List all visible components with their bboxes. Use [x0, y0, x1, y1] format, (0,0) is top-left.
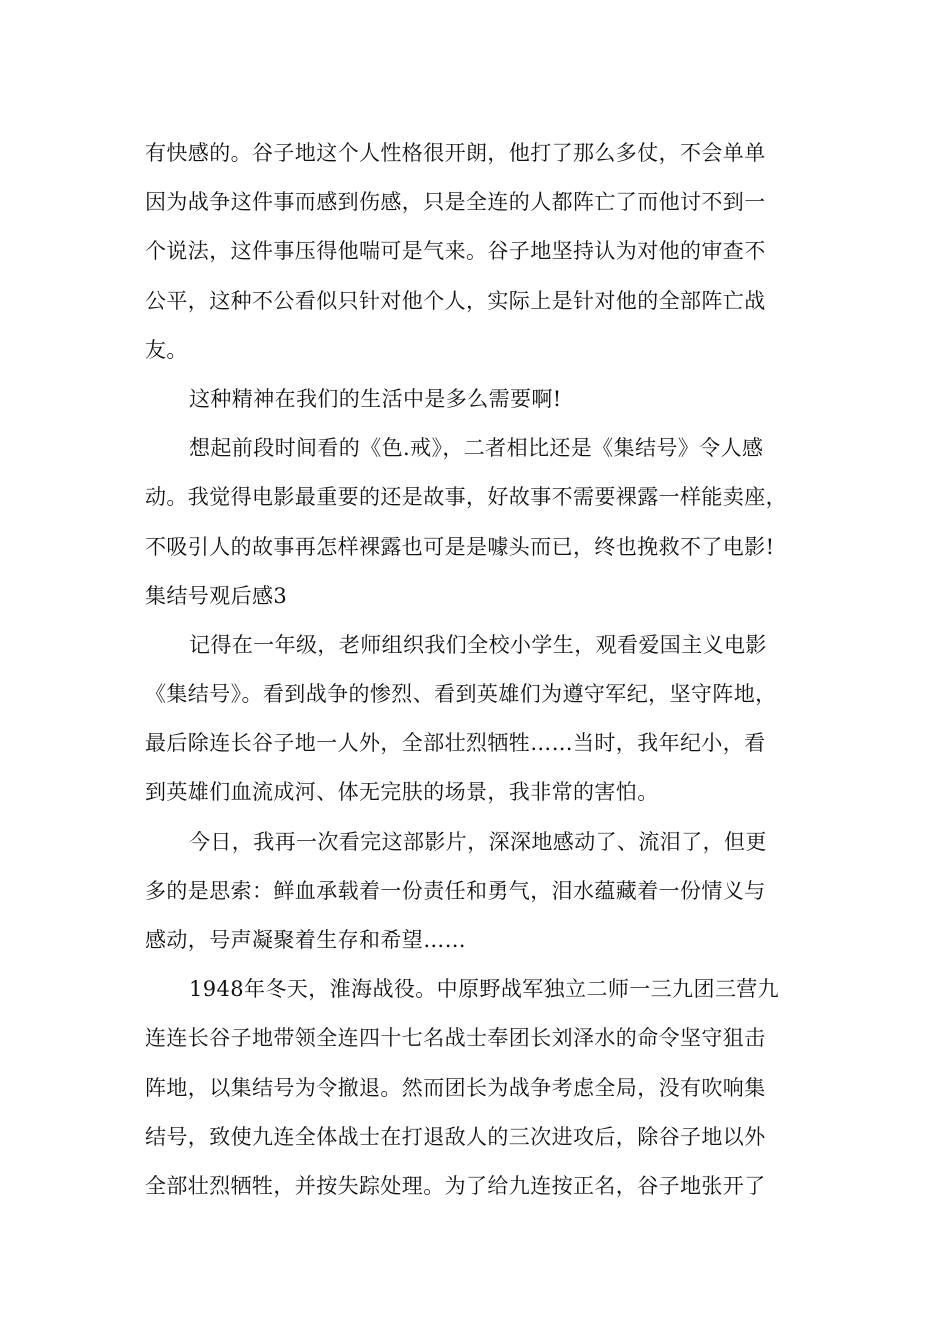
text-line: 《集结号》。看到战争的惨烈、看到英雄们为遵守军纪，坚守阵地，: [145, 682, 777, 707]
text-line: 有快感的。谷子地这个人性格很开朗，他打了那么多仗，不会单单: [145, 141, 766, 165]
text-line: 感动，号声凝聚着生存和希望……: [145, 928, 466, 952]
text-line: 多的是思索：鲜血承载着一份责任和勇气，泪水蕴藏着一份情义与: [145, 878, 766, 903]
text-line: 友。: [145, 337, 188, 362]
text-line: 阵地，以集结号为令撤退。然而团长为战争考虑全局，没有吹响集: [145, 1075, 766, 1100]
text-line: 因为战争这件事而感到伤感，只是全连的人都阵亡了而他讨不到一: [145, 190, 766, 215]
text-line: 动。我觉得电影最重要的还是故事，好故事不需要裸露一样能卖座，: [145, 485, 787, 510]
section-title: 集结号观后感3: [145, 583, 288, 608]
text-line: 全部壮烈牺牲，并按失踪处理。为了给九连按正名，谷子地张开了: [145, 1173, 766, 1198]
document-body: [145, 129, 820, 1211]
text-line: 结号，致使九连全体战士在打退敌人的三次进攻后，除谷子地以外: [145, 1124, 766, 1149]
text-line: 连连长谷子地带领全连四十七名战士奉团长刘泽水的命令坚守狙击: [145, 1026, 766, 1051]
paragraph-line: 1948年冬天，淮海战役。中原野战军独立二师一三九团三营九: [189, 977, 780, 1002]
text-line: 最后除连长谷子地一人外，全部壮烈牺牲……当时，我年纪小，看: [145, 731, 766, 756]
text-line: 到英雄们血流成河、体无完肤的场景，我非常的害怕。: [145, 780, 659, 805]
paragraph-line: 今日，我再一次看完这部影片，深深地感动了、流泪了，但更: [189, 829, 767, 854]
paragraph-line: 记得在一年级，老师组织我们全校小学生，观看爱国主义电影: [189, 632, 767, 657]
paragraph-line: 这种精神在我们的生活中是多么需要啊!: [189, 386, 562, 411]
text-line: 公平，这种不公看似只针对他个人，实际上是针对他的全部阵亡战: [145, 288, 766, 313]
text-line: 个说法，这件事压得他喘可是气来。谷子地坚持认为对他的审查不: [145, 239, 766, 264]
text-line: 不吸引人的故事再怎样裸露也可是是噱头而已，终也挽救不了电影!: [145, 534, 775, 559]
paragraph-line: 想起前段时间看的《色.戒》，二者相比还是《集结号》令人感: [189, 436, 764, 461]
